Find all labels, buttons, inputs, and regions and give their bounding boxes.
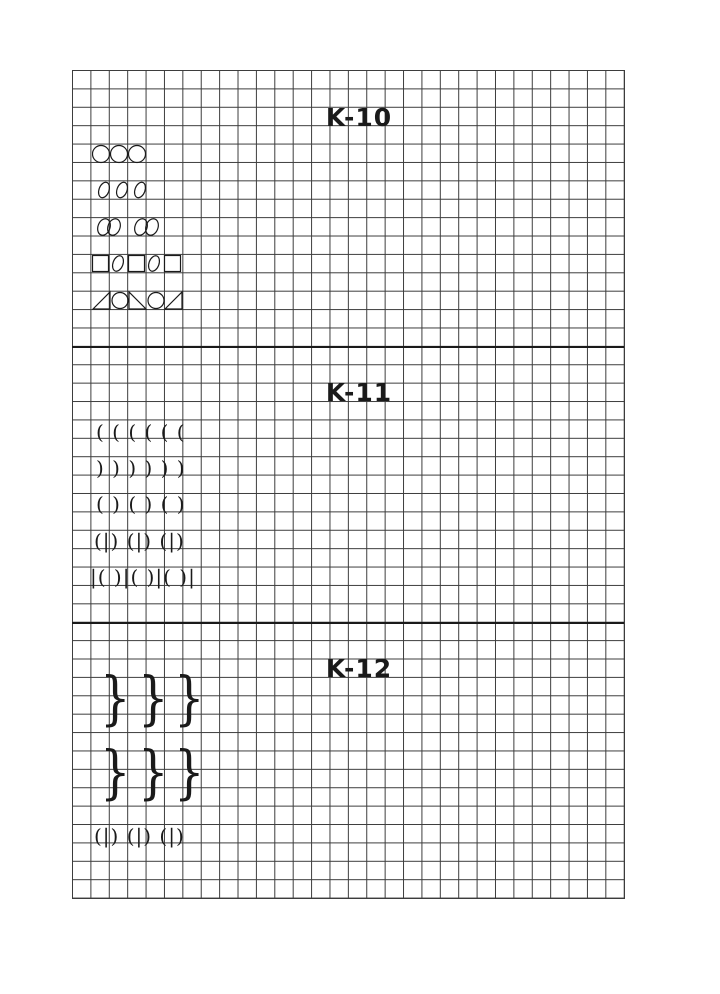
section-title: K-12 [325, 654, 393, 683]
shape-row-squares-ovals [92, 254, 187, 278]
chained-ovals-icon [94, 217, 169, 237]
section-title: K-10 [325, 103, 393, 132]
shape-row-triangles-circles [92, 290, 192, 316]
bracket-row: (|) (|) (|) [94, 529, 185, 553]
bracket-row: (|) (|) (|) [94, 824, 185, 848]
triangles-circles-icon [92, 290, 192, 312]
section-title: K-11 [325, 378, 393, 407]
ovals-icon [96, 180, 156, 200]
curly-brace: } [100, 665, 131, 733]
squares-ovals-icon [92, 254, 187, 274]
curly-brace: } [174, 665, 205, 733]
section-divider [72, 622, 624, 624]
shape-row-circles [92, 144, 152, 168]
section-divider [72, 346, 624, 348]
bracket-row: |( )|( )|( )| [90, 565, 196, 589]
grid-sheet [72, 70, 625, 899]
curly-brace: } [138, 665, 169, 733]
shape-row-ovals [96, 180, 156, 204]
bracket-row: ( ) ( ) ( ) [96, 492, 186, 516]
bracket-row: ( ( ( ( ( ( [96, 420, 186, 444]
circles-icon [92, 144, 152, 164]
curly-brace: } [138, 739, 169, 807]
curly-brace: } [174, 739, 205, 807]
bracket-row: ) ) ) ) ) ) [96, 456, 186, 480]
curly-brace: } [100, 739, 131, 807]
shape-row-chained-ovals [94, 217, 169, 241]
